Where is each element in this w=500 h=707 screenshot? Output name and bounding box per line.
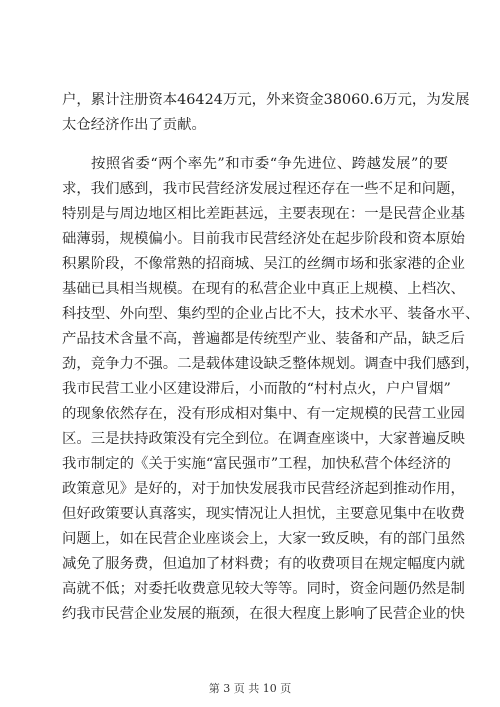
- paragraph-2: [62, 152, 480, 627]
- text-line: 太仓经济作出了贡献。: [62, 117, 206, 133]
- text-line: 我市民营工业小区建设滞后，小而散的“村村点火，户户冒烟”: [62, 381, 451, 397]
- paragraph-1: [62, 88, 470, 138]
- text-line: 积累阶段，不像常熟的招商城、吴江的丝绸市场和张家港的企业: [62, 256, 465, 272]
- text-line: 科技型、外向型、集约型的企业占比不大，技术水平、装备水平、: [62, 306, 480, 322]
- text-line: 求，我们感到，我市民营经济发展过程还存在一些不足和问题，: [62, 181, 465, 197]
- page-number-footer: 第 3 页 共 10 页: [208, 682, 292, 695]
- text-line: 政策意见》是好的，对于加快发展我市民营经济起到推动作用，: [62, 481, 465, 497]
- text-line: 问题上，如在民营企业座谈会上，大家一致反映，有的部门虽然: [62, 531, 465, 547]
- document-body: [62, 88, 480, 627]
- text-line: 我市制定的《关于实施“富民强市”工程，加快私营个体经济的: [62, 456, 451, 472]
- text-line: 高就不低；对委托收费意见较大等等。同时，资金问题仍然是制: [62, 581, 465, 597]
- text-line: 区。三是扶持政策没有完全到位。在调查座谈中，大家普遍反映: [62, 431, 465, 447]
- text-line: 户，累计注册资本46424万元，外来资金38060.6万元，为发展: [62, 92, 470, 108]
- text-line: 特别是与周边地区相比差距甚远，主要表现在：一是民营企业基: [62, 206, 465, 222]
- text-line: 的现象依然存在，没有形成相对集中、有一定规模的民营工业园: [62, 406, 465, 422]
- text-line: 劲，竞争力不强。二是载体建设缺乏整体规划。调查中我们感到，: [62, 356, 480, 372]
- text-line: 产品技术含量不高，普遍都是传统型产业、装备和产品，缺乏后: [62, 331, 465, 347]
- text-line: 约我市民营企业发展的瓶颈，在很大程度上影响了民营企业的快: [62, 606, 465, 622]
- text-line: 按照省委“两个率先”和市委“争先进位、跨越发展”的要: [91, 156, 448, 172]
- text-line: 减免了服务费，但追加了材料费；有的收费项目在规定幅度内就: [62, 556, 465, 572]
- text-line: 础薄弱，规模偏小。目前我市民营经济处在起步阶段和资本原始: [62, 231, 465, 247]
- text-line: 基础已具相当规模。在现有的私营企业中真正上规模、上档次、: [62, 281, 465, 297]
- text-line: 但好政策要认真落实，现实情况让人担忧，主要意见集中在收费: [62, 506, 465, 522]
